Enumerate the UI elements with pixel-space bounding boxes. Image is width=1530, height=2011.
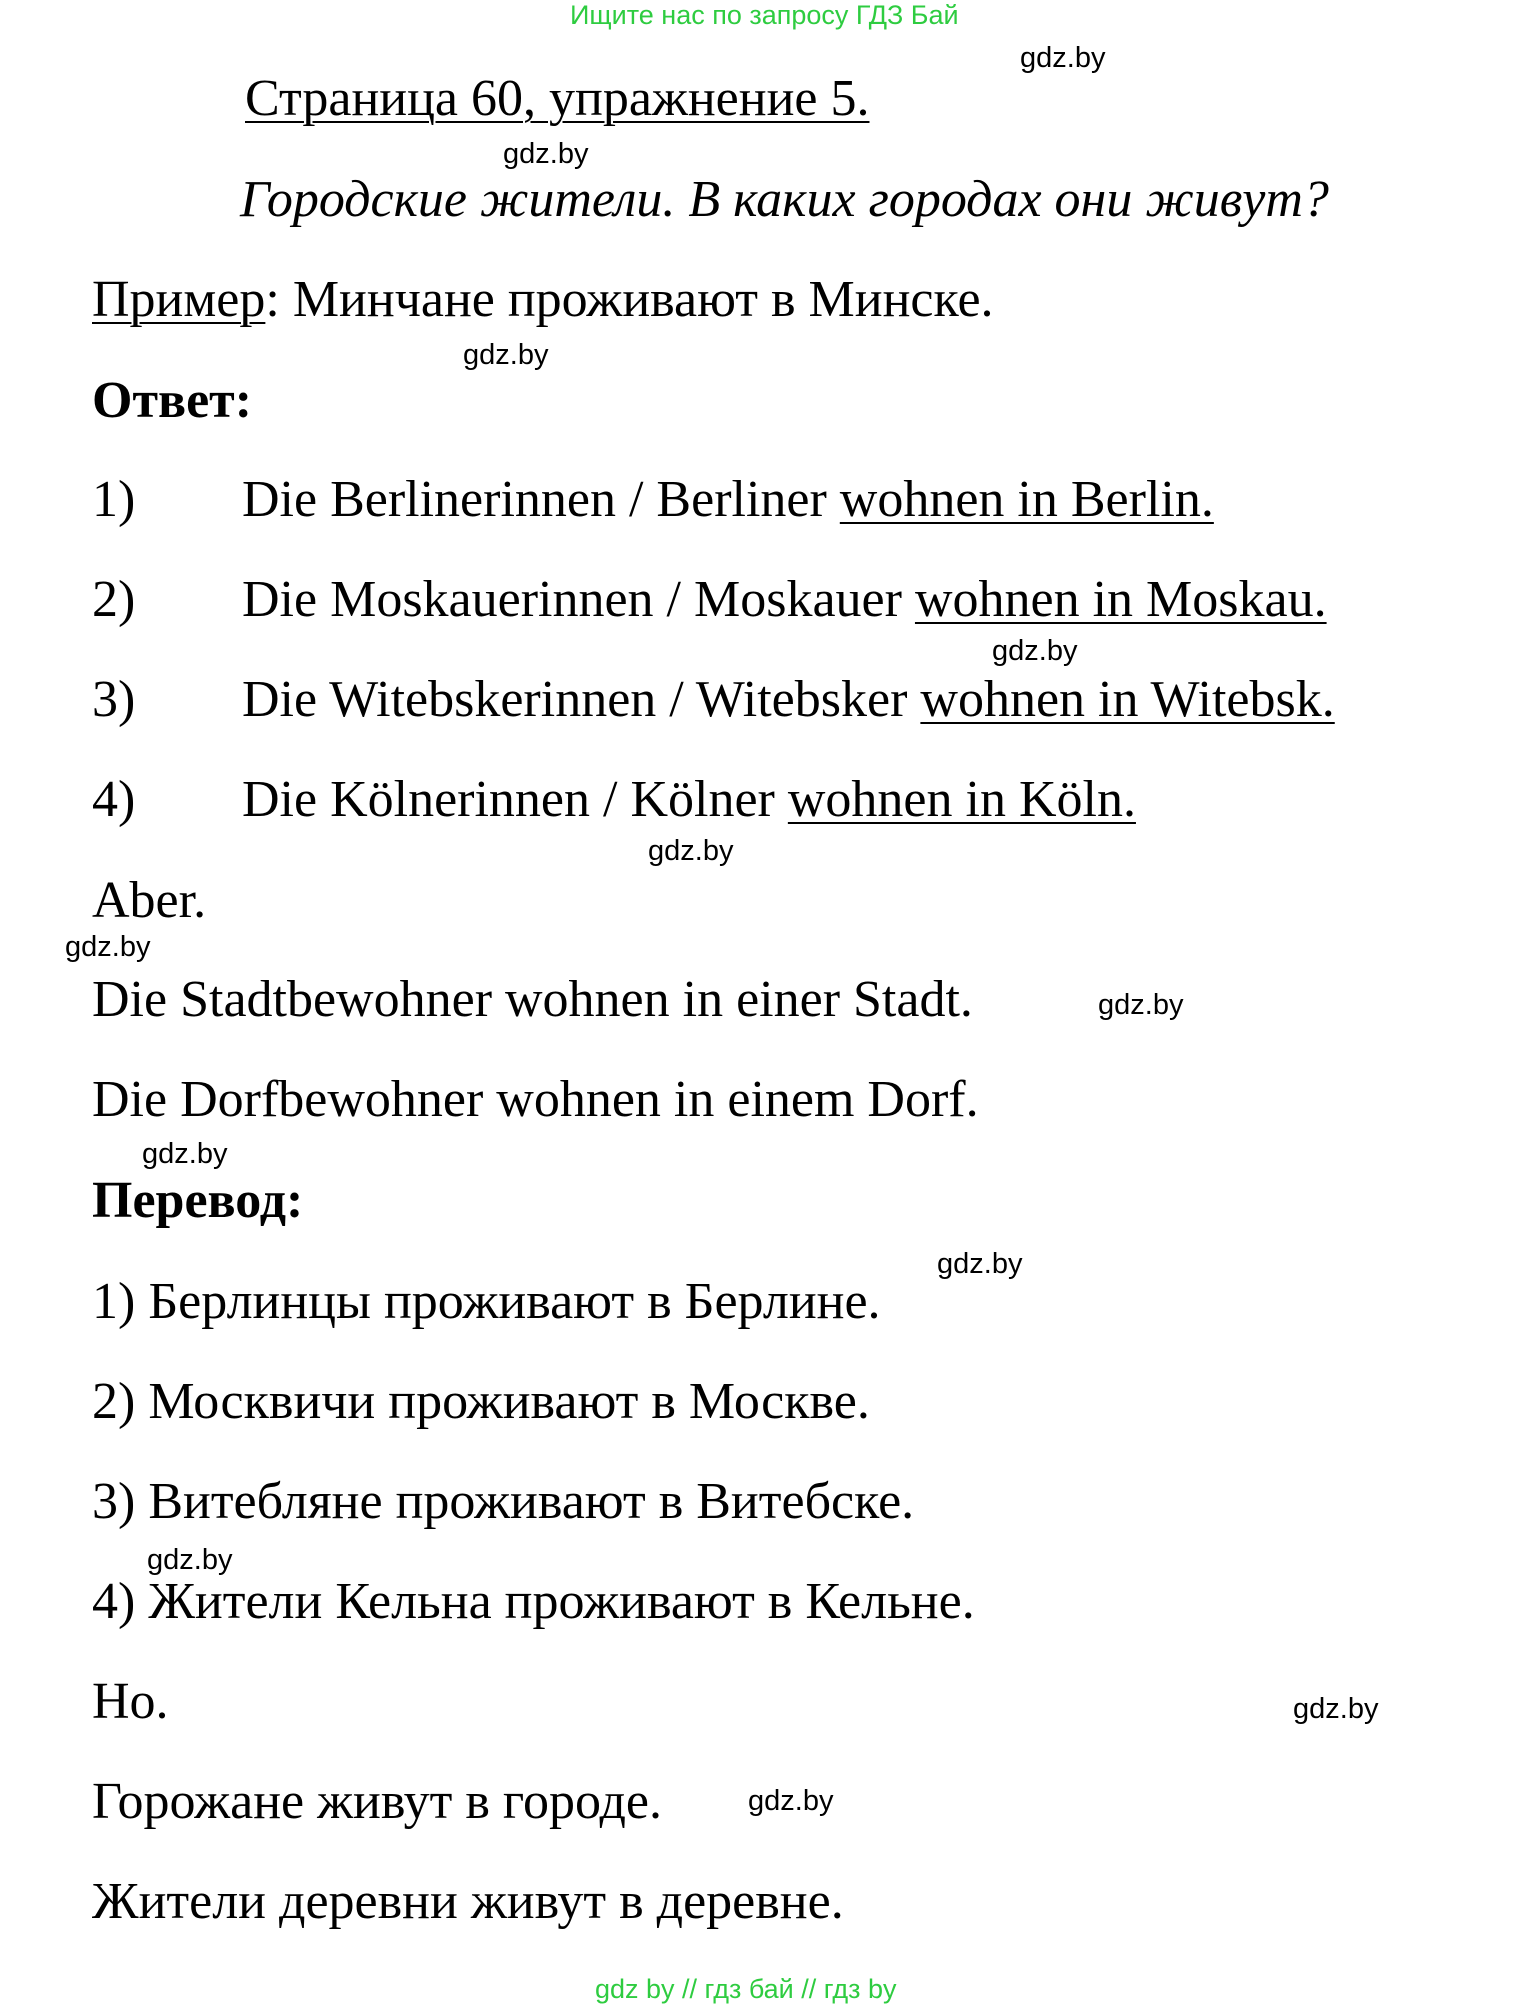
no-line: Но. <box>92 1673 169 1730</box>
translation-item: 2) Москвичи проживают в Москве. <box>92 1373 870 1430</box>
answer-number: 1) <box>92 471 136 528</box>
dorf-line: Die Dorfbewohner wohnen in einem Dorf. <box>92 1071 979 1128</box>
footer-links[interactable]: gdz by // гдз бай // гдз by <box>595 1974 897 2004</box>
task-text: Городские жители. В каких городах они живут? <box>240 171 1329 228</box>
translation-item: 4) Жители Кельна проживают в Кельне. <box>92 1573 975 1630</box>
aber-line: Aber. <box>92 872 207 929</box>
translation-item: 1) Берлинцы проживают в Берлине. <box>92 1273 881 1330</box>
answer-number: 3) <box>92 671 136 728</box>
derevnya-line: Жители деревни живут в деревне. <box>92 1873 844 1930</box>
stadt-line: Die Stadtbewohner wohnen in einer Stadt. <box>92 971 973 1028</box>
top-banner[interactable]: Ищите нас по запросу ГДЗ Бай <box>570 0 959 30</box>
example-text: : Минчане проживают в Минске. <box>265 271 994 328</box>
watermark: gdz.by <box>937 1248 1023 1280</box>
answer-subject: Die Moskauerinnen / Moskauer <box>242 571 915 628</box>
answer-item <box>92 771 1136 828</box>
answer-heading: Ответ: <box>92 372 253 429</box>
answer-item <box>92 671 1335 728</box>
answer-predicate: wohnen in Köln. <box>787 771 1136 828</box>
answer-predicate: wohnen in Moskau. <box>914 571 1327 628</box>
watermark: gdz.by <box>147 1544 233 1576</box>
example-line <box>92 271 994 328</box>
answer-subject: Die Witebskerinnen / Witebsker <box>242 671 921 728</box>
example-label: Пример <box>92 271 266 328</box>
watermark: gdz.by <box>992 635 1078 667</box>
answer-item <box>92 571 1327 628</box>
translation-item: 3) Витебляне проживают в Витебске. <box>92 1473 915 1530</box>
page-title: Страница 60, упражнение 5. <box>245 70 870 127</box>
answer-predicate: wohnen in Berlin. <box>839 471 1214 528</box>
watermark: gdz.by <box>1098 989 1184 1021</box>
watermark: gdz.by <box>463 339 549 371</box>
answer-subject: Die Berlinerinnen / Berliner <box>242 471 840 528</box>
watermark: gdz.by <box>65 931 151 963</box>
watermark: gdz.by <box>1020 42 1106 74</box>
translation-heading: Перевод: <box>92 1172 304 1229</box>
answer-number: 4) <box>92 771 136 828</box>
answer-subject: Die Kölnerinnen / Kölner <box>242 771 788 828</box>
answer-item <box>92 471 1214 528</box>
gorod-line: Горожане живут в городе. <box>92 1773 662 1830</box>
watermark: gdz.by <box>648 835 734 867</box>
answer-predicate: wohnen in Witebsk. <box>920 671 1335 728</box>
answer-number: 2) <box>92 571 136 628</box>
watermark: gdz.by <box>142 1138 228 1170</box>
watermark: gdz.by <box>503 138 589 170</box>
watermark: gdz.by <box>1293 1693 1379 1725</box>
watermark: gdz.by <box>748 1785 834 1817</box>
